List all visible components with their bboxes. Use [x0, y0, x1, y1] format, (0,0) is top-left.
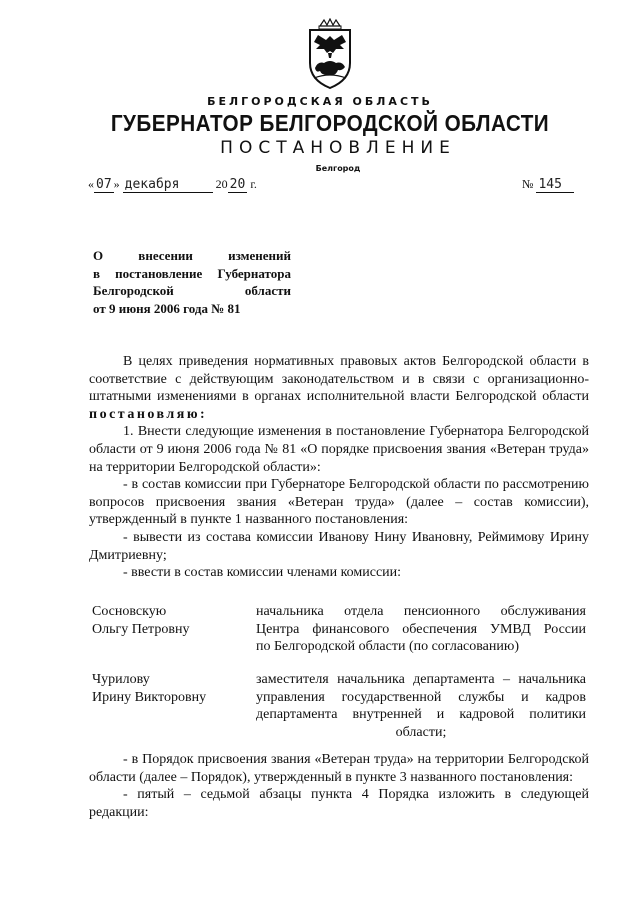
body-paragraph: - в Порядок присвоения звания «Ветеран труда» на территории Белгородской области (далее – Порядок), утвержденный в пункте 3 названного постановления:: [89, 752, 589, 785]
subject-line: в постановление Губернатора: [93, 265, 291, 281]
appointee-given-names: Ольгу Петровну: [92, 621, 190, 637]
body-paragraph: - пятый – седьмой абзацы пункта 4 Порядка изложить в следующей редакции:: [89, 787, 589, 820]
subject-line: О внесении изменений: [93, 248, 291, 263]
appointee-position: [256, 671, 586, 741]
body-paragraph: [89, 353, 589, 423]
body-paragraph: - ввести в состав комиссии членами комиссии:: [123, 565, 402, 581]
document-body-continued: [89, 751, 589, 821]
body-paragraph: - вывести из состава комиссии Иванову Нину Ивановну, Реймимову Ирину Дмитриевну;: [89, 529, 589, 563]
subject-line: Белгородской области: [93, 283, 291, 299]
date-open-quote: «: [88, 177, 94, 191]
body-paragraph: - в состав комиссии при Губернаторе Белгородской области по рассмотрению вопросов присвоения звания «Ветеран труда» (далее – состав комиссии), утвержденный в пункте 1 названного постановления:: [89, 477, 589, 528]
date-year-suffix: 20: [229, 177, 246, 192]
document-number: [522, 177, 574, 193]
number-sign: №: [522, 177, 534, 191]
document-subject: [93, 247, 291, 317]
position-line: по Белгородской области (по согласованию): [256, 639, 519, 655]
appointee-surname: Сосновскую: [92, 604, 167, 619]
appointee-name: [92, 603, 242, 638]
date-year-abbr: г.: [250, 177, 257, 191]
position-line: заместителя начальника департамента – начальника: [256, 672, 586, 687]
date-close-quote: »: [113, 177, 120, 191]
appointee-position: [256, 603, 586, 656]
document-body: [89, 353, 589, 582]
date-day: 07: [96, 177, 112, 192]
position-line: области;: [395, 724, 447, 740]
date-month: декабря: [123, 177, 213, 193]
position-line: Центра финансового обеспечения УМВД России: [256, 621, 586, 637]
appointee-given-names: Ирину Викторовну: [92, 689, 207, 705]
date-line: [88, 177, 257, 193]
number-value: 145: [536, 177, 574, 193]
region-heading: БЕЛГОРОДСКАЯ ОБЛАСТЬ: [207, 95, 433, 108]
governor-heading: ГУБЕРНАТОР БЕЛГОРОДСКОЙ ОБЛАСТИ: [110, 110, 550, 136]
position-line: департамента внутренней и кадровой политики: [256, 707, 586, 723]
preamble-text: В целях приведения нормативных правовых актов Белгородской области в соответствие с действующим законодательством и в связи с организационно-штатными изменениями в органах исполнительной власти Белгородской области: [89, 354, 589, 405]
decree-keyword: постановляю:: [89, 406, 208, 422]
subject-line: от 9 июня 2006 года № 81: [93, 300, 241, 316]
position-line: начальника отдела пенсионного обслуживания: [256, 604, 586, 619]
body-paragraph: 1. Внести следующие изменения в постановление Губернатора Белгородской области от 9 июня 2006 года № 81 «О порядке присвоения звания «Ветеран труда» на территории Белгородской области»:: [89, 424, 589, 475]
coat-of-arms-icon: [300, 18, 360, 90]
position-line: управления государственной службы и кадров: [256, 689, 586, 705]
appointee-surname: Чурилову: [92, 672, 150, 687]
appointee-name: [92, 671, 242, 706]
date-year-prefix: 20: [215, 177, 228, 191]
document-type-heading: ПОСТАНОВЛЕНИЕ: [220, 138, 456, 158]
city-label: Белгород: [315, 164, 361, 173]
